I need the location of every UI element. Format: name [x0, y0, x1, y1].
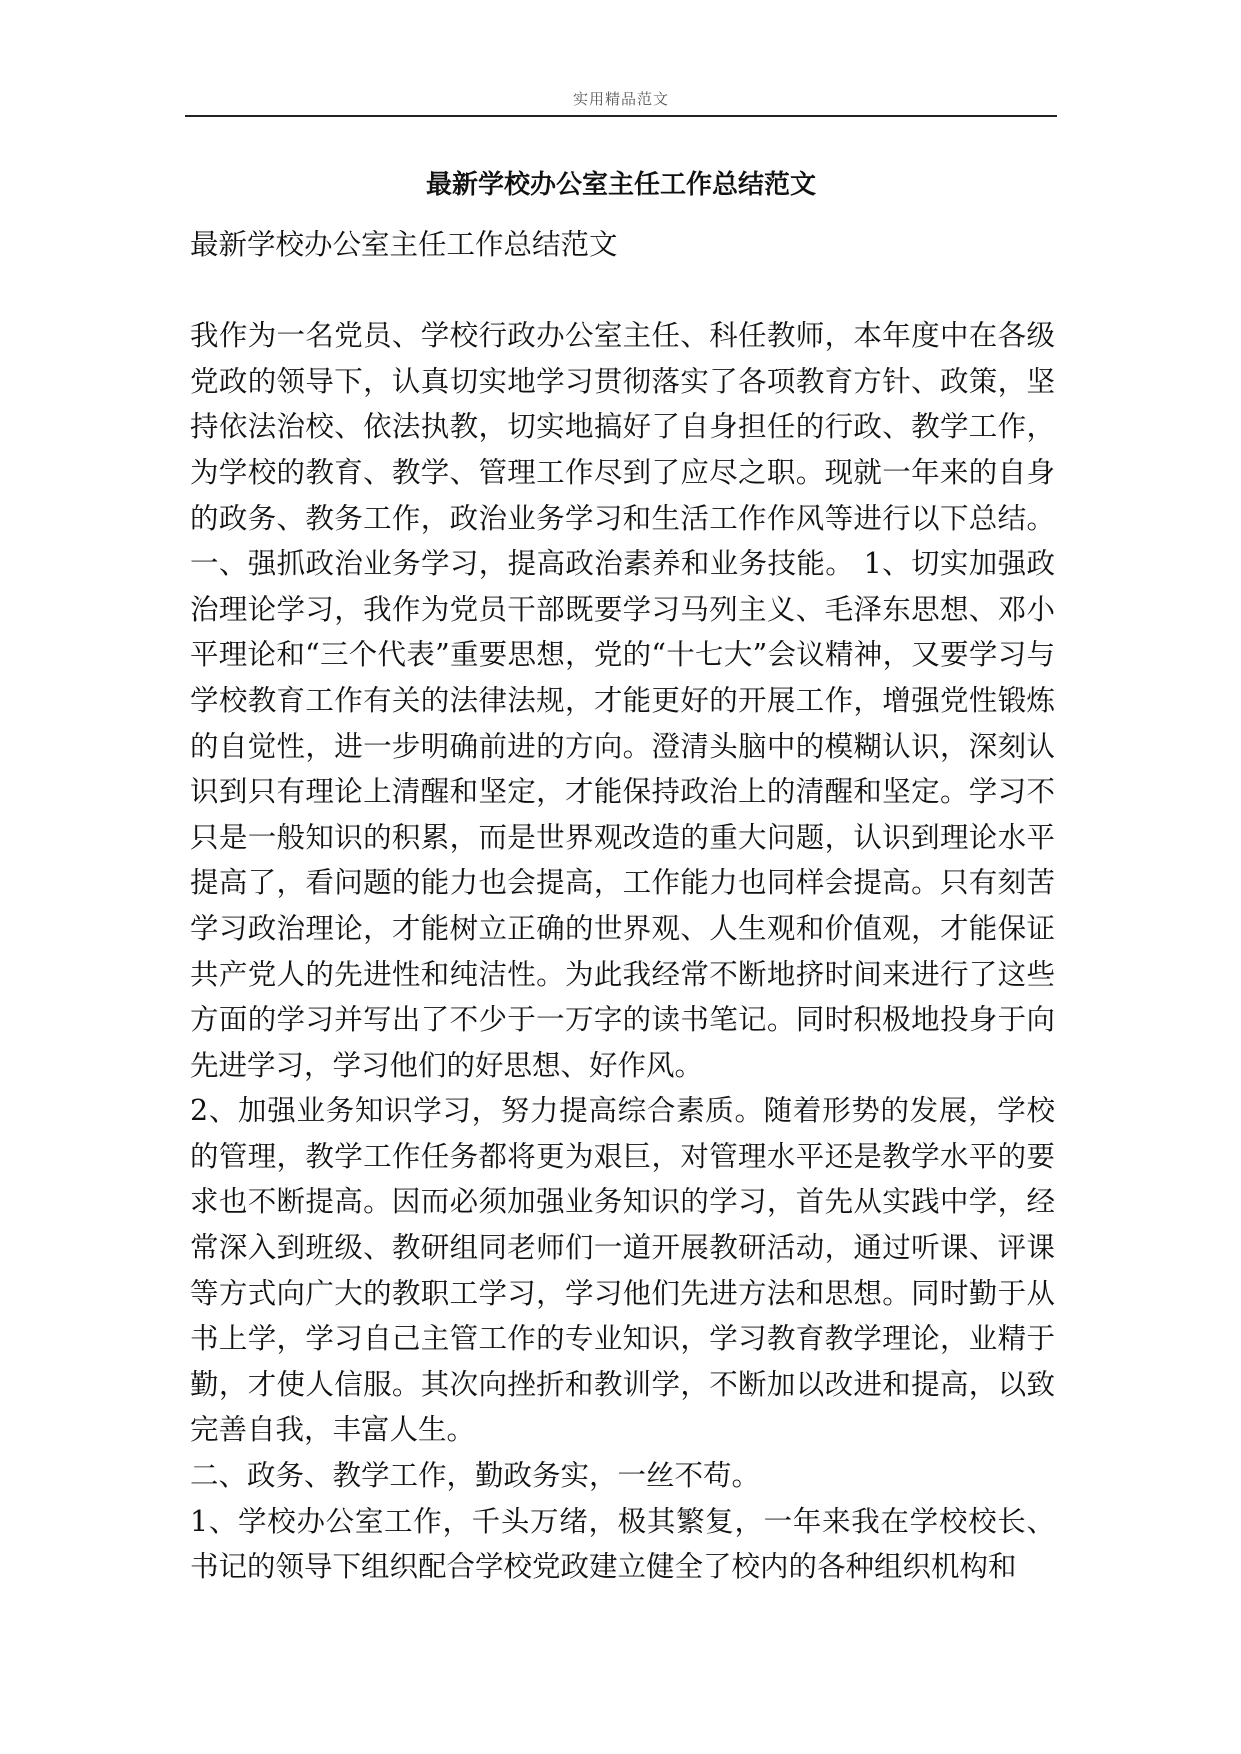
- page-header: 实用精品范文: [572, 90, 669, 108]
- paragraph: 二、政务、教学工作，勤政务实，一丝不苟。: [190, 1459, 761, 1493]
- document-subtitle: 最新学校办公室主任工作总结范文: [190, 228, 618, 261]
- paragraph: 2、加强业务知识学习，努力提高综合素质。随着形势的发展，学校的管理，教学工作任务都将更为艰巨，对管理水平还是教学水平的要求也不断提高。因而必须加强业务知识的学习，首先从实践中学，经常深入到班级、教研组同老师们一道开展教研活动，通过听课、评课等方式向广大的教职工学习，学习他们先进方法和思想。同时勤于从书上学，学习自己主管工作的专业知识，学习教育教学理论，业精于勤，才使人信服。其次向挫折和教训学，不断加以改进和提高，以致完善自我，丰富人生。: [190, 1094, 1055, 1447]
- paragraph: 1、学校办公室工作，千头万绪，极其繁复，一年来我在学校校长、书记的领导下组织配合学校党政建立健全了校内的各种组织机构和: [190, 1504, 1055, 1584]
- document-body: [190, 222, 1055, 1590]
- document-title: 最新学校办公室主任工作总结范文: [425, 170, 816, 200]
- header-divider: [185, 115, 1057, 117]
- paragraph: 我作为一名党员、学校行政办公室主任、科任教师，本年度中在各级党政的领导下，认真切实地学习贯彻落实了各项教育方针、政策，坚持依法治校、依法执教，切实地搞好了自身担任的行政、教学工作，为学校的教育、教学、管理工作尽到了应尽之职。现就一年来的自身的政务、教务工作，政治业务学习和生活工作作风等进行以下总结。一、强抓政治业务学习，提高政治素养和业务技能。 1、切实加强政治理论学习，我作为党员干部既要学习马列主义、毛泽东思想、邓小平理论和“三个代表”重要思想，党的“十七大”会议精神，又要学习与学校教育工作有关的法律法规，才能更好的开展工作，增强党性锻炼的自觉性，进一步明确前进的方向。澄清头脑中的模糊认识，深刻认识到只有理论上清醒和坚定，才能保持政治上的清醒和坚定。学习不只是一般知识的积累，而是世界观改造的重大问题，认识到理论水平提高了，看问题的能力也会提高，工作能力也同样会提高。只有刻苦学习政治理论，才能树立正确的世界观、人生观和价值观，才能保证共产党人的先进性和纯洁性。为此我经常不断地挤时间来进行了这些方面的学习并写出了不少于一万字的读书笔记。同时积极地投身于向先进学习，学习他们的好思想、好作风。: [190, 319, 1055, 1082]
